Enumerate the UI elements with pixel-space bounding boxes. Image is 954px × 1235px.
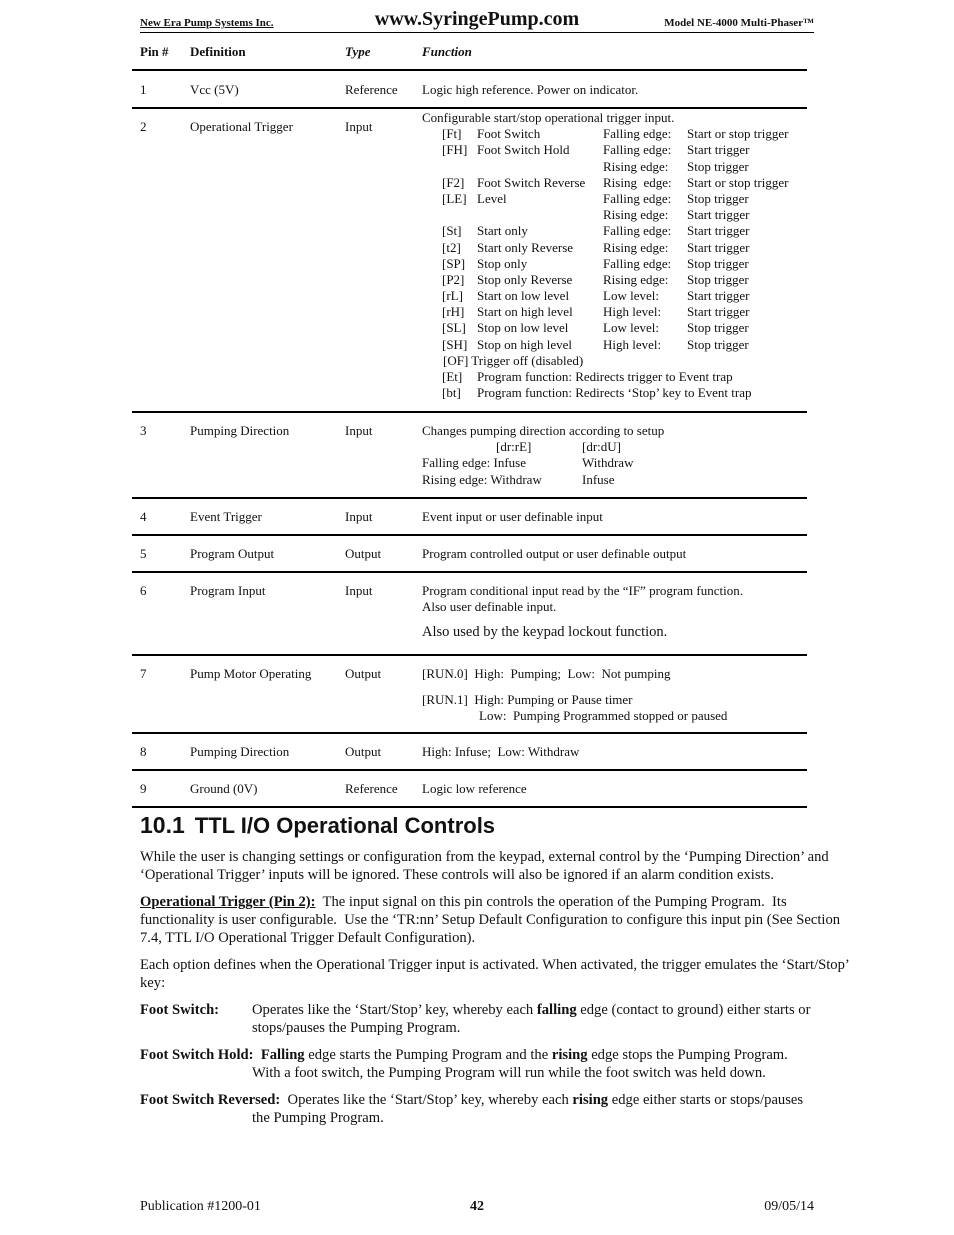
pin-number: 2 <box>140 119 147 134</box>
pin-definition: Ground (0V) <box>190 781 258 796</box>
pin-definition: Pump Motor Operating <box>190 666 312 681</box>
direction-line: Falling edge: Infuse <box>422 455 526 471</box>
trigger-row <box>422 159 807 175</box>
pin-number: 4 <box>140 509 147 524</box>
table-header <box>132 36 807 71</box>
trigger-edge: Falling edge: <box>603 126 672 142</box>
pin-definition: Vcc (5V) <box>190 82 239 97</box>
trigger-edge: High level: <box>603 304 662 320</box>
trigger-edge: High level: <box>603 336 662 352</box>
trigger-options <box>422 110 807 401</box>
direction-line: Rising edge: Withdraw <box>422 471 542 487</box>
trigger-code: [rL] <box>442 288 463 304</box>
trigger-action: Start or stop trigger <box>687 174 789 190</box>
header-pin: Pin # <box>140 44 169 59</box>
trigger-row <box>422 288 807 304</box>
term-text: With a foot switch, the Pumping Program will run while the foot switch was held down. <box>252 1065 766 1081</box>
term-foot-switch-hold <box>140 1046 856 1082</box>
trigger-name: Stop only Reverse <box>477 271 573 287</box>
header-function: Function <box>422 44 472 59</box>
section-number: 10.1 <box>140 812 185 838</box>
trigger-name: Start only Reverse <box>477 239 574 255</box>
trigger-code: [t2] <box>442 239 461 255</box>
paragraph: While the user is changing settings or configuration from the keypad, external control by the ‘Pumping Direction’ and ‘Operational Trigger’ inputs will be ignored. These controls will also be ignored if an alarm condition exists. <box>140 849 829 883</box>
header-type: Type <box>345 44 371 59</box>
website-title: www.SyringePump.com <box>374 8 580 30</box>
trigger-edge: Rising edge: <box>603 239 669 255</box>
trigger-code: [FH] <box>442 142 468 158</box>
model-name: Model NE-4000 Multi-Phaser™ <box>664 17 814 29</box>
trigger-off-line: [OF] Trigger off (disabled) <box>443 352 584 368</box>
trigger-action: Start or stop trigger <box>687 126 789 142</box>
trigger-edge: Falling edge: <box>603 255 672 271</box>
function-line: Program conditional input read by the “IF” program function. <box>422 583 743 598</box>
pin-type: Reference <box>345 82 398 97</box>
term-label: Foot Switch Reversed: <box>140 1092 281 1108</box>
pin-number: 9 <box>140 781 147 796</box>
trigger-code: [LE] <box>442 190 467 206</box>
publication-number: Publication #1200-01 <box>140 1199 261 1214</box>
header-definition: Definition <box>190 44 246 59</box>
direction-value: Withdraw <box>582 455 634 471</box>
program-code: [bt] <box>442 385 461 401</box>
pin-number: 3 <box>140 423 147 438</box>
table-row <box>132 573 807 656</box>
trigger-edge: Low level: <box>603 320 659 336</box>
pin-type: Input <box>345 583 373 598</box>
company-name: New Era Pump Systems Inc. <box>140 17 274 29</box>
trigger-row <box>422 142 807 158</box>
function-line: Also user definable input. <box>422 599 557 615</box>
pin-definition: Pumping Direction <box>190 744 290 759</box>
trigger-code: [SP] <box>442 255 466 271</box>
trigger-edge: Rising edge: <box>603 207 669 223</box>
paragraph <box>140 893 856 947</box>
trigger-row <box>422 304 807 320</box>
term-line: Foot Switch Reversed: Operates like the ‘Start/Stop’ key, whereby each rising edge either starts or stops/pauses <box>140 1092 804 1108</box>
trigger-action: Start trigger <box>687 239 750 255</box>
trigger-code: [rH] <box>442 304 465 320</box>
table-row <box>132 413 807 499</box>
trigger-edge: Falling edge: <box>603 223 672 239</box>
program-function-row <box>422 385 807 401</box>
term-label: Foot Switch: <box>140 1002 220 1018</box>
program-text: Program function: Redirects ‘Stop’ key to Event trap <box>477 385 752 401</box>
trigger-list <box>422 126 807 353</box>
trigger-name: Foot Switch Hold <box>477 142 570 158</box>
pin-type: Output <box>345 666 382 681</box>
trigger-row <box>422 207 807 223</box>
trigger-row <box>422 191 807 207</box>
term-foot-switch-reversed <box>140 1091 856 1127</box>
pin-type: Output <box>345 546 382 561</box>
section-heading <box>140 812 495 839</box>
trigger-name: Stop only <box>477 255 528 271</box>
term-line: Foot Switch Hold: Falling edge starts the Pumping Program and the rising edge stops the Pumping Program. <box>140 1047 788 1063</box>
pin-type: Input <box>345 423 373 438</box>
trigger-code: [P2] <box>442 271 465 287</box>
trigger-row <box>422 272 807 288</box>
setup-code-du: [dr:dU] <box>582 439 621 455</box>
pin-number: 8 <box>140 744 147 759</box>
trigger-action: Stop trigger <box>687 190 749 206</box>
trigger-edge: Falling edge: <box>603 190 672 206</box>
trigger-row <box>422 240 807 256</box>
trigger-edge: Low level: <box>603 288 659 304</box>
pin-type: Reference <box>345 781 398 796</box>
pin-number: 6 <box>140 583 147 598</box>
trigger-code: [SH] <box>442 336 468 352</box>
lockout-note: Also used by the keypad lockout function. <box>422 624 668 641</box>
pin-definition: Event Trigger <box>190 509 262 524</box>
trigger-code: [SL] <box>442 320 466 336</box>
pin-function: Program controlled output or user definable output <box>422 546 687 561</box>
pin-definition: Pumping Direction <box>190 423 290 438</box>
section-title: TTL I/O Operational Controls <box>194 813 496 838</box>
trigger-row <box>422 126 807 142</box>
table-row <box>132 734 807 771</box>
paragraph-text: The input signal on this pin controls the operation of the Pumping Program. Its functionality is user configurable. Use the ‘TR:nn’ Setup Default Configuration to configure this input pin (See Section 7.4, TTL I/O Operational Trigger Default Configuration). <box>140 894 844 946</box>
table-row <box>132 109 807 413</box>
trigger-row <box>422 175 807 191</box>
pin-number: 7 <box>140 666 147 681</box>
pin-number: 5 <box>140 546 147 561</box>
trigger-row <box>422 337 807 353</box>
pin-definition: Program Output <box>190 546 275 561</box>
page-header <box>140 8 814 33</box>
trigger-name: Foot Switch <box>477 126 541 142</box>
trigger-edge: Falling edge: <box>603 142 672 158</box>
trigger-action: Start trigger <box>687 288 750 304</box>
body-text <box>140 848 856 1127</box>
setup-code-re: [dr:rE] <box>496 439 532 455</box>
program-input-function <box>422 583 807 641</box>
pin-definition: Program Input <box>190 583 266 598</box>
table-row <box>132 499 807 536</box>
pin-definition: Operational Trigger <box>190 119 293 134</box>
paragraph: Each option defines when the Operational Trigger input is activated. When activated, the trigger emulates the ‘Start/Stop’ key: <box>140 957 849 991</box>
operational-trigger-label: Operational Trigger (Pin 2): <box>140 894 316 910</box>
trigger-action: Stop trigger <box>687 158 749 174</box>
table-row <box>132 771 807 808</box>
program-function-list <box>422 369 807 401</box>
program-code: [Et] <box>442 369 463 385</box>
trigger-name: Stop on high level <box>477 336 572 352</box>
motor-function <box>422 666 807 725</box>
direction-value: Infuse <box>582 471 615 487</box>
trigger-name: Level <box>477 190 507 206</box>
trigger-action: Start trigger <box>687 223 750 239</box>
trigger-intro: Configurable start/stop operational trigger input. <box>422 110 675 125</box>
table-row <box>132 71 807 109</box>
trigger-action: Start trigger <box>687 142 750 158</box>
page-footer <box>140 1199 814 1217</box>
run0-line: [RUN.0] High: Pumping; Low: Not pumping <box>422 666 671 681</box>
term-text: the Pumping Program. <box>252 1110 384 1126</box>
pin-function: Logic low reference <box>422 781 527 796</box>
pin-type: Output <box>345 744 382 759</box>
trigger-row <box>422 320 807 336</box>
trigger-row <box>422 256 807 272</box>
trigger-action: Stop trigger <box>687 255 749 271</box>
trigger-name: Stop on low level <box>477 320 569 336</box>
term-text: Operates like the ‘Start/Stop’ key, whereby each falling edge (contact to ground) either starts or stops/pauses the Pumping Program. <box>252 1002 811 1036</box>
trigger-action: Start trigger <box>687 304 750 320</box>
pin-table <box>132 36 807 808</box>
term-label: Foot Switch Hold: <box>140 1047 254 1063</box>
trigger-action: Stop trigger <box>687 271 749 287</box>
table-row <box>132 536 807 573</box>
table-row <box>132 656 807 734</box>
program-text: Program function: Redirects trigger to Event trap <box>477 369 733 385</box>
publication-date: 09/05/14 <box>764 1199 814 1214</box>
trigger-name: Start only <box>477 223 528 239</box>
trigger-name: Start on low level <box>477 288 570 304</box>
trigger-code: [F2] <box>442 174 465 190</box>
trigger-code: [Ft] <box>442 126 462 142</box>
term-foot-switch <box>140 1001 856 1037</box>
pin-type: Input <box>345 509 373 524</box>
trigger-action: Stop trigger <box>687 320 749 336</box>
trigger-action: Stop trigger <box>687 336 749 352</box>
trigger-edge: Rising edge: <box>603 158 669 174</box>
pin-function: Event input or user definable input <box>422 509 603 524</box>
direction-intro: Changes pumping direction according to setup <box>422 423 665 438</box>
trigger-name: Foot Switch Reverse <box>477 174 586 190</box>
trigger-code: [St] <box>442 223 462 239</box>
pin-type: Input <box>345 119 373 134</box>
trigger-edge: Rising edge: <box>603 271 669 287</box>
run1-low-line: Low: Pumping Programmed stopped or paused <box>479 708 728 724</box>
direction-function <box>422 423 807 488</box>
pin-number: 1 <box>140 82 147 97</box>
program-function-row <box>422 369 807 385</box>
trigger-action: Start trigger <box>687 207 750 223</box>
run1-line: [RUN.1] High: Pumping or Pause timer <box>422 692 633 708</box>
trigger-name: Start on high level <box>477 304 573 320</box>
trigger-row <box>422 223 807 239</box>
page-number: 42 <box>470 1199 484 1214</box>
pin-function: Logic high reference. Power on indicator. <box>422 82 639 97</box>
trigger-edge: Rising edge: <box>603 174 672 190</box>
pin-function: High: Infuse; Low: Withdraw <box>422 744 580 759</box>
